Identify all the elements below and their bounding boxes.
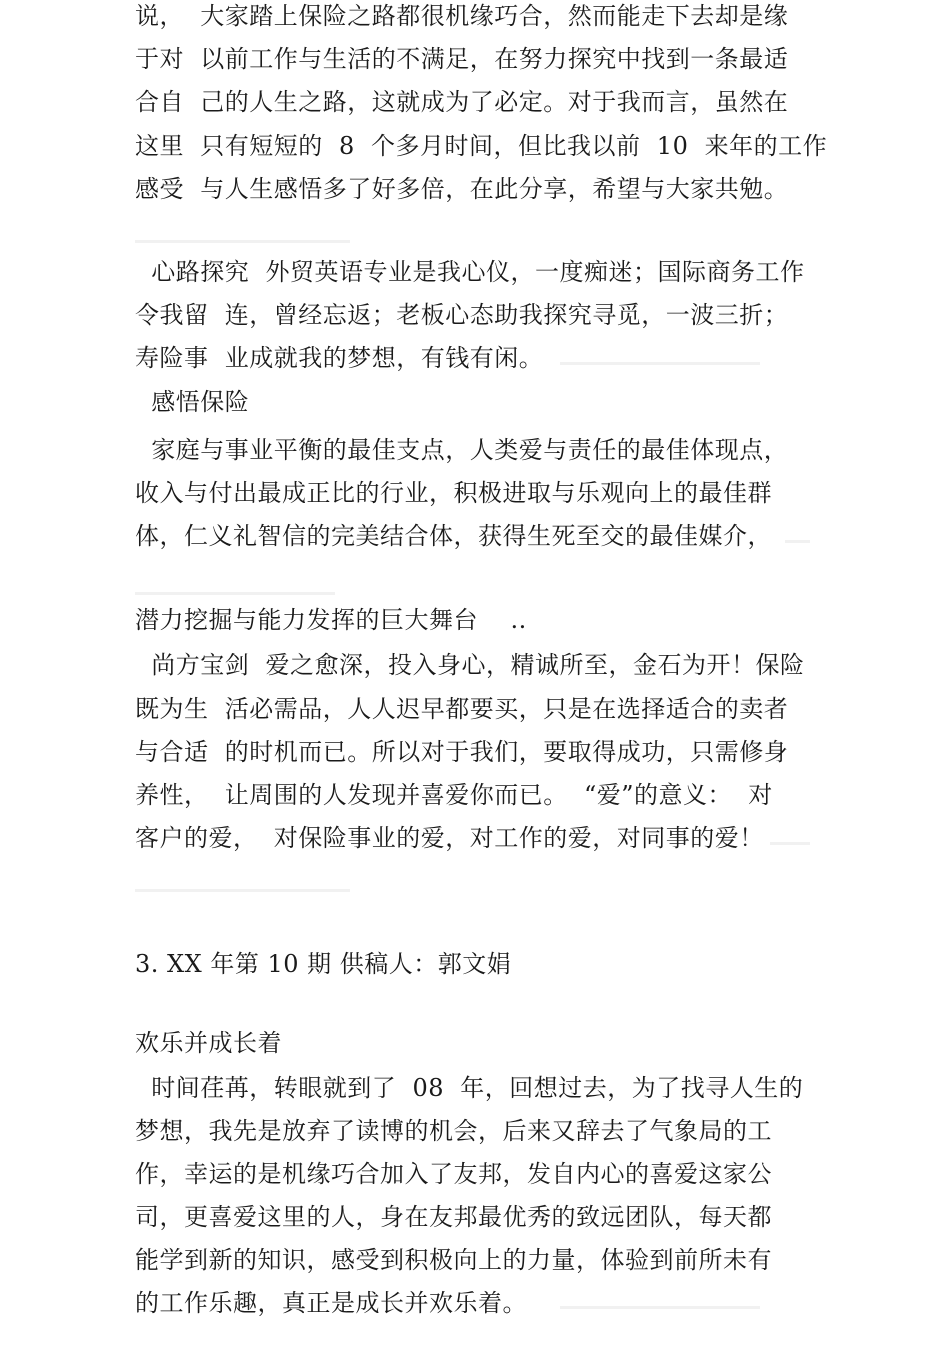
faint-watermark-line — [135, 240, 350, 243]
section-heading: 感悟保险 — [135, 388, 250, 416]
paragraph-line: 令我留 连，曾经忘返；老板心态助我探究寻觅，一波三折； — [135, 301, 789, 329]
paragraph-line: 既为生 活必需品，人人迟早都要买，只是在选择适合的卖者 — [135, 695, 789, 723]
faint-watermark-line — [135, 592, 335, 595]
paragraph-line: 尚方宝剑 爱之愈深，投入身心，精诚所至，金石为开！保险 — [135, 651, 805, 679]
faint-watermark-line — [785, 540, 810, 543]
paragraph-line: 说， 大家踏上保险之路都很机缘巧合，然而能走下去却是缘 — [135, 2, 789, 30]
faint-watermark-line — [770, 842, 810, 845]
paragraph-line: 感受 与人生感悟多了好多倍，在此分享，希望与大家共勉。 — [135, 175, 789, 203]
paragraph-line: 心路探究 外贸英语专业是我心仪，一度痴迷；国际商务工作 — [135, 258, 805, 286]
paragraph-line: 能学到新的知识，感受到积极向上的力量，体验到前所未有 — [135, 1246, 772, 1274]
paragraph-line: 寿险事 业成就我的梦想，有钱有闲。 — [135, 344, 544, 372]
faint-watermark-line — [560, 1306, 760, 1309]
paragraph-line: 潜力挖掘与能力发挥的巨大舞台 .. — [135, 606, 527, 634]
paragraph-line: 于对 以前工作与生活的不满足，在努力探究中找到一条最适 — [135, 45, 789, 73]
paragraph-line: 客户的爱， 对保险事业的爱，对工作的爱，对同事的爱！ — [135, 824, 764, 852]
paragraph-line: 梦想，我先是放弃了读博的机会，后来又辞去了气象局的工 — [135, 1117, 772, 1145]
faint-watermark-line — [135, 889, 350, 892]
issue-info: 3. XX 年第 10 期 供稿人：郭文娟 — [135, 950, 512, 978]
paragraph-line: 收入与付出最成正比的行业，积极进取与乐观向上的最佳群 — [135, 479, 772, 507]
paragraph-line: 时间荏苒，转眼就到了 08 年，回想过去，为了找寻人生的 — [135, 1074, 804, 1102]
paragraph-line: 体，仁义礼智信的完美结合体，获得生死至交的最佳媒介， — [135, 522, 772, 550]
paragraph-line: 司，更喜爱这里的人，身在友邦最优秀的致远团队，每天都 — [135, 1203, 772, 1231]
paragraph-line: 的工作乐趣，真正是成长并欢乐着。 — [135, 1289, 527, 1317]
paragraph-line: 作，幸运的是机缘巧合加入了友邦，发自内心的喜爱这家公 — [135, 1160, 772, 1188]
paragraph-line: 合自 己的人生之路，这就成为了必定。对于我而言，虽然在 — [135, 88, 789, 116]
paragraph-line: 养性， 让周围的人发现并喜爱你而已。 “爱”的意义： 对 — [135, 781, 773, 809]
paragraph-line: 家庭与事业平衡的最佳支点，人类爱与责任的最佳体现点， — [135, 436, 789, 464]
article-title: 欢乐并成长着 — [135, 1029, 282, 1057]
paragraph-line: 这里 只有短短的 8 个多月时间，但比我以前 10 来年的工作 — [135, 132, 828, 160]
paragraph-line: 与合适 的时机而已。所以对于我们，要取得成功，只需修身 — [135, 738, 789, 766]
faint-watermark-line — [560, 362, 760, 365]
